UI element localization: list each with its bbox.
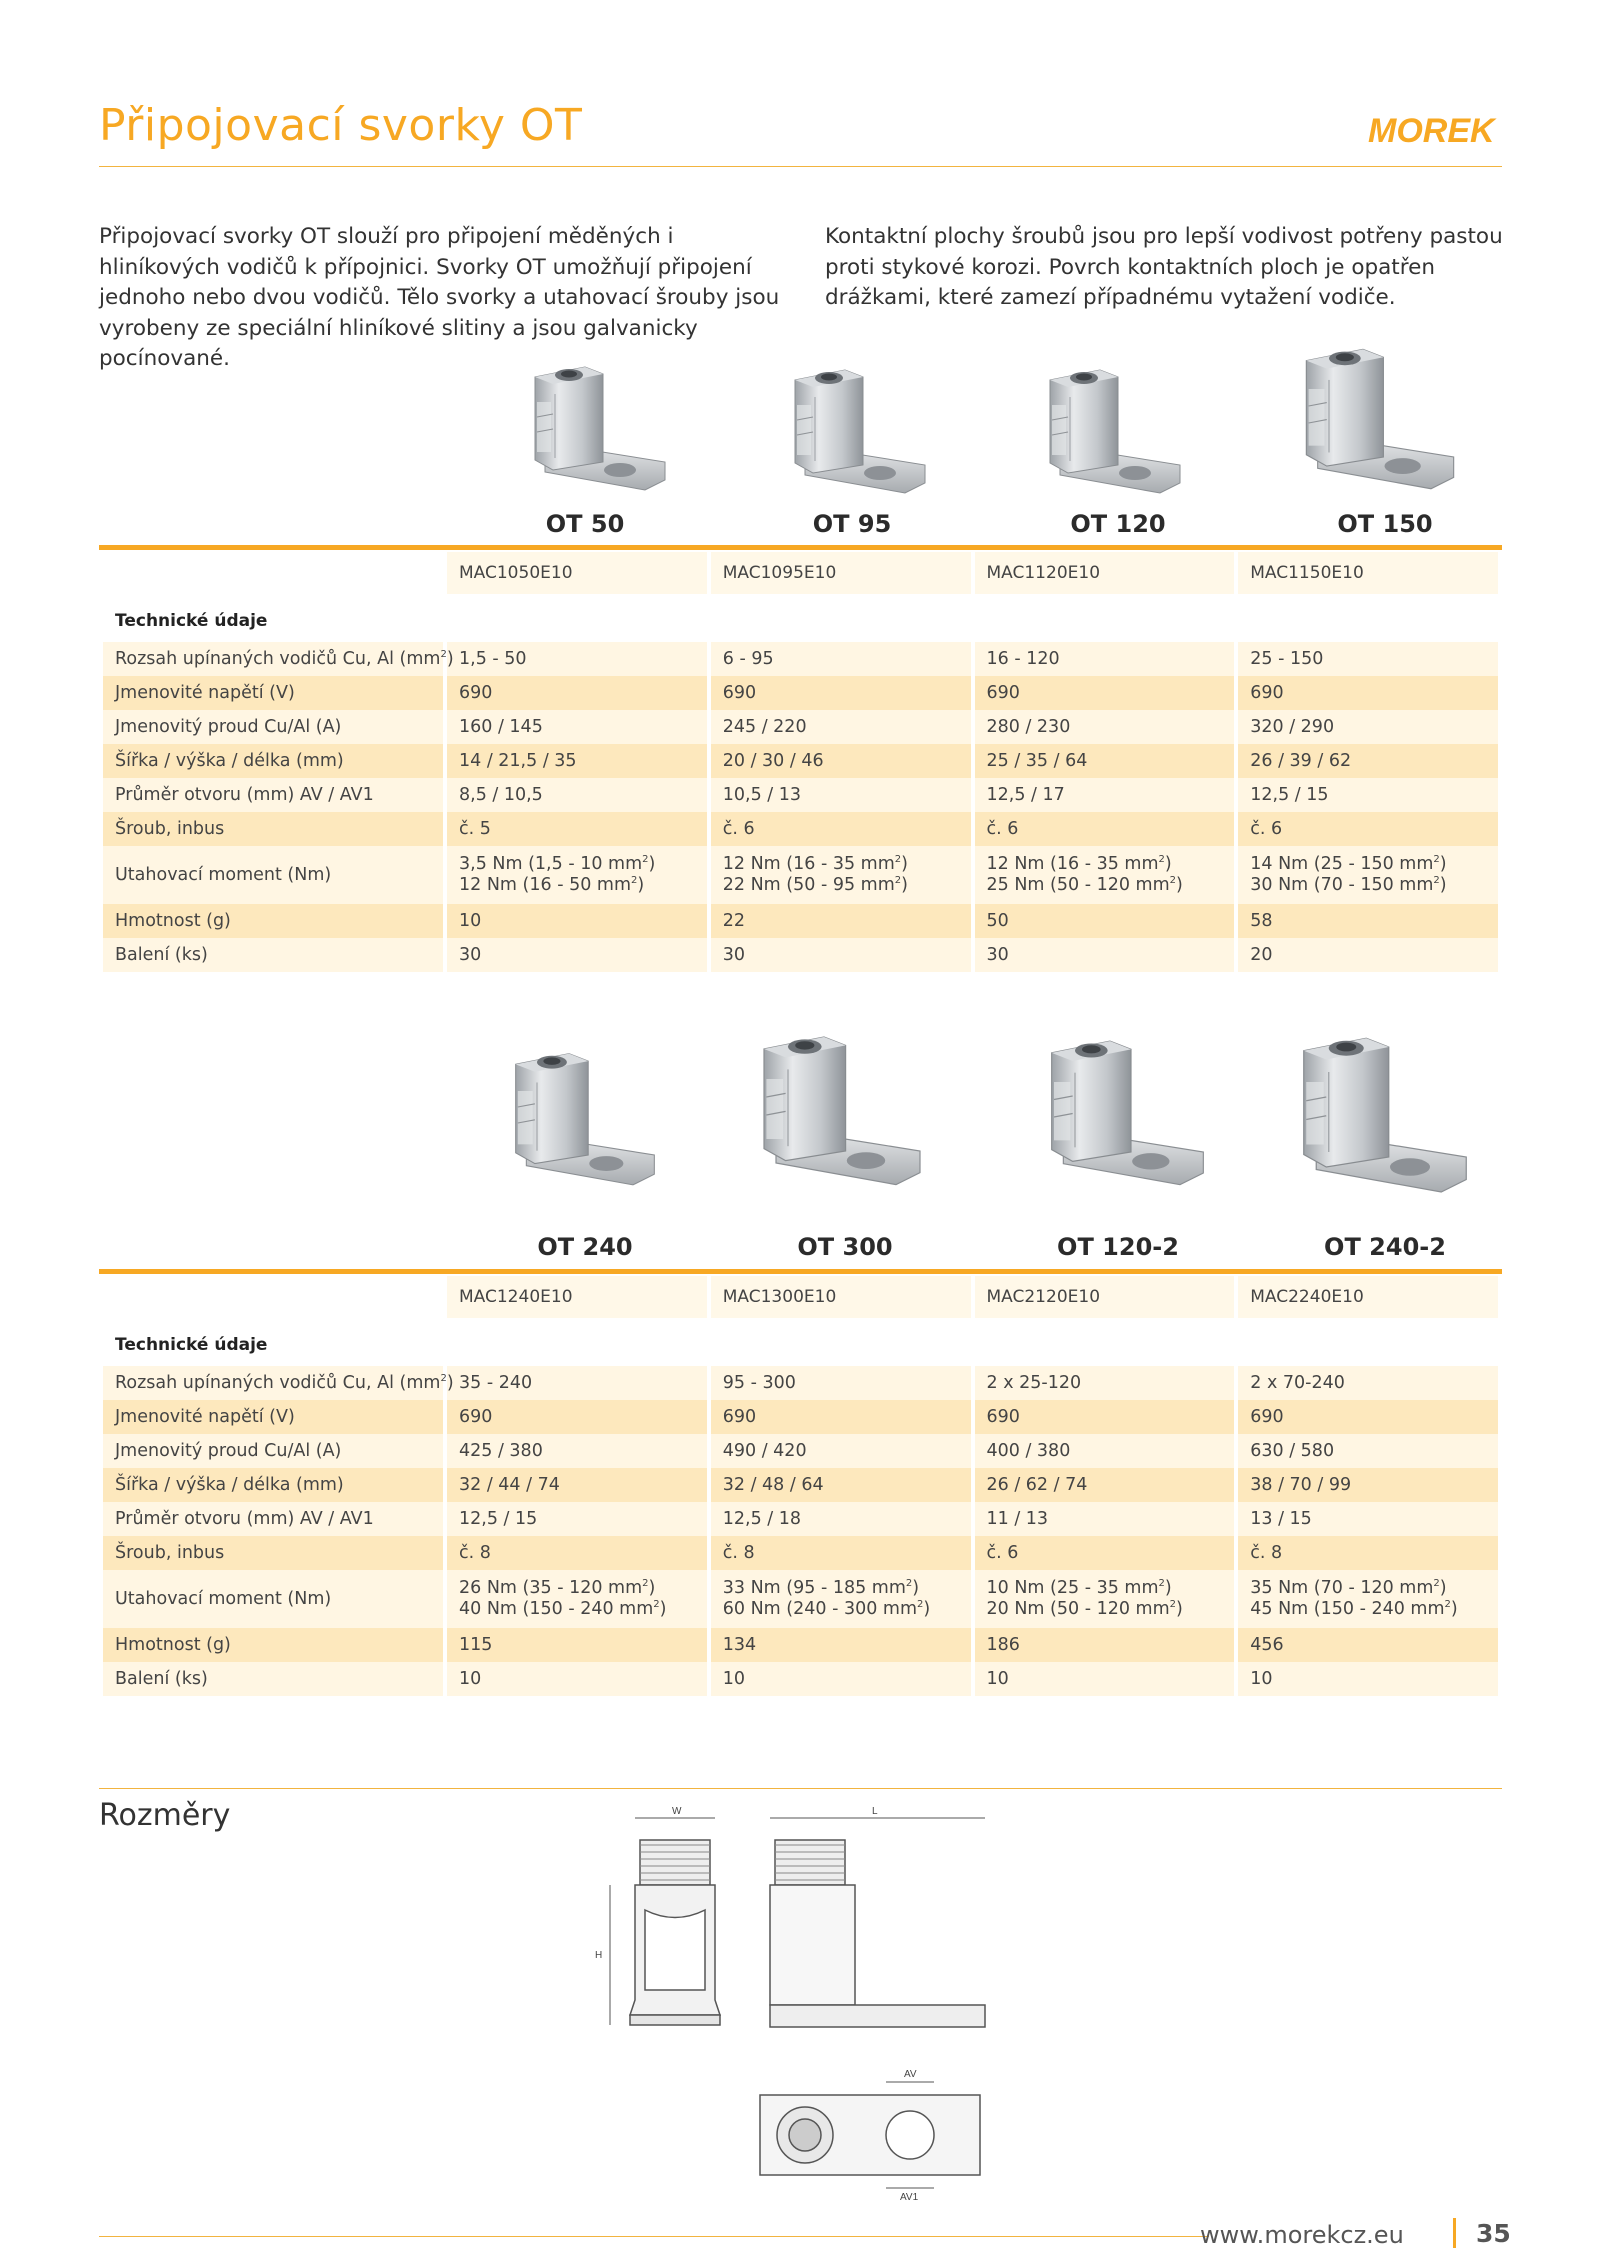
product-name-ot150: OT 150 — [1337, 510, 1433, 538]
cell-value: 26 / 62 / 74 — [975, 1468, 1235, 1502]
cell-value: 400 / 380 — [975, 1434, 1235, 1468]
cell-value: 10 — [447, 904, 707, 938]
cell-value: 690 — [1238, 676, 1498, 710]
section-heading: Technické údaje — [115, 1335, 268, 1355]
row-label: Balení (ks) — [103, 938, 443, 972]
row-label: Jmenovitý proud Cu/Al (A) — [103, 710, 443, 744]
header-rule — [99, 166, 1502, 167]
product-code-row — [103, 1276, 1498, 1318]
cell-value: 1,5 - 50 — [447, 642, 707, 676]
table-row — [103, 642, 1498, 676]
row-label: Rozsah upínaných vodičů Cu, Al $(mm^2)$ — [103, 1366, 443, 1400]
cell-value: 32 / 44 / 74 — [447, 1468, 707, 1502]
cell-value: 12,5 / 15 — [1238, 778, 1498, 812]
table-row — [103, 1502, 1498, 1536]
cell-value: 58 — [1238, 904, 1498, 938]
row-label: Šroub, inbus — [103, 812, 443, 846]
product-image-ot120-2 — [1040, 1032, 1215, 1202]
dimensions-drawing — [580, 1800, 1010, 2203]
cell-value: 10,5 / 13 — [711, 778, 971, 812]
cell-value: 280 / 230 — [975, 710, 1235, 744]
cell-value: 35 Nm (70 - 120 $mm^2$) 45 Nm (150 - 240 $mm^2$) — [1238, 1570, 1498, 1628]
row-label: Jmenovitý proud Cu/Al (A) — [103, 1434, 443, 1468]
cell-value: č. 6 — [711, 812, 971, 846]
cell-value: 14 / 21,5 / 35 — [447, 744, 707, 778]
cell-value: 38 / 70 / 99 — [1238, 1468, 1498, 1502]
cell-value: 320 / 290 — [1238, 710, 1498, 744]
product-name-ot240-2: OT 240-2 — [1324, 1233, 1446, 1261]
cell-value: 690 — [975, 676, 1235, 710]
cell-value: 25 / 35 / 64 — [975, 744, 1235, 778]
row-label: Utahovací moment (Nm) — [103, 1570, 443, 1628]
cell-value: 12,5 / 18 — [711, 1502, 971, 1536]
page-title: Připojovací svorky OT — [99, 100, 583, 151]
table-row — [103, 938, 1498, 972]
cell-value: 12,5 / 15 — [447, 1502, 707, 1536]
cell-value: 13 / 15 — [1238, 1502, 1498, 1536]
product-name-ot95: OT 95 — [812, 510, 892, 538]
row-label: Šířka / výška / délka (mm) — [103, 1468, 443, 1502]
svg-text:L: L — [872, 1806, 878, 1817]
table-row — [103, 904, 1498, 938]
intro-right: Kontaktní plochy šroubů jsou pro lepší vodivost potřeny pastou proti stykové korozi. Povrch kontaktních ploch je opatřen drážkami, které zamezí případnému vytažení vodiče. — [825, 224, 1503, 310]
cell-value: 10 — [1238, 1662, 1498, 1696]
cell-value: 32 / 48 / 64 — [711, 1468, 971, 1502]
cell-value: 115 — [447, 1628, 707, 1662]
cell-value: 425 / 380 — [447, 1434, 707, 1468]
svg-text:AV: AV — [904, 2069, 917, 2080]
row-label: Průměr otvoru (mm) AV / AV1 — [103, 1502, 443, 1536]
svg-text:W: W — [672, 1806, 682, 1817]
table-top-bar — [99, 545, 1502, 550]
cell-value: 490 / 420 — [711, 1434, 971, 1468]
table-row — [103, 676, 1498, 710]
footer-url[interactable]: www.morekcz.eu — [1200, 2221, 1404, 2249]
cell-value: 2 x 25-120 — [975, 1366, 1235, 1400]
cell-value: 20 — [1238, 938, 1498, 972]
table-row — [103, 1536, 1498, 1570]
product-name-ot50: OT 50 — [545, 510, 625, 538]
cell-value: 2 x 70-240 — [1238, 1366, 1498, 1400]
row-label: Hmotnost (g) — [103, 904, 443, 938]
cell-value: 25 - 150 — [1238, 642, 1498, 676]
cell-value: 6 - 95 — [711, 642, 971, 676]
table-row — [103, 1628, 1498, 1662]
product-image-ot150 — [1295, 343, 1465, 503]
product-name-ot240: OT 240 — [537, 1233, 633, 1261]
cell-value: 11 / 13 — [975, 1502, 1235, 1536]
row-label: Průměr otvoru (mm) AV / AV1 — [103, 778, 443, 812]
cell-value: 12 Nm (16 - 35 $mm^2$) 25 Nm (50 - 120 $mm^2$) — [975, 846, 1235, 904]
cell-value: č. 8 — [1238, 1536, 1498, 1570]
product-image-ot240 — [505, 1048, 665, 1198]
product-code: MAC1120E10 — [975, 552, 1235, 594]
product-image-ot50 — [525, 362, 675, 502]
product-image-ot240-2 — [1290, 1032, 1480, 1207]
cell-value: 12 Nm (16 - 35 $mm^2$) 22 Nm (50 - 95 $mm^2$) — [711, 846, 971, 904]
product-code: MAC1150E10 — [1238, 552, 1498, 594]
cell-value: 95 - 300 — [711, 1366, 971, 1400]
cell-value: 160 / 145 — [447, 710, 707, 744]
cell-value: 30 — [711, 938, 971, 972]
table-row — [103, 1434, 1498, 1468]
cell-value: 630 / 580 — [1238, 1434, 1498, 1468]
product-code: MAC1300E10 — [711, 1276, 971, 1318]
intro-left: Připojovací svorky OT slouží pro připojení měděných i hliníkových vodičů k přípojnici. Svorky OT umožňují připojení jednoho nebo dvou vodičů. Tělo svorky a utahovací šrouby jsou vyrobeny ze speciální hliníkové slitiny a jsou galvanicky pocínované. — [99, 224, 780, 371]
product-image-ot300 — [752, 1030, 932, 1200]
product-code: MAC1050E10 — [447, 552, 707, 594]
cell-value: 26 / 39 / 62 — [1238, 744, 1498, 778]
table-row — [103, 710, 1498, 744]
table-row — [103, 1570, 1498, 1628]
svg-text:MOREK: MOREK — [1368, 112, 1495, 150]
cell-value: 690 — [447, 676, 707, 710]
row-label: Utahovací moment (Nm) — [103, 846, 443, 904]
row-label: Šířka / výška / délka (mm) — [103, 744, 443, 778]
table-row — [103, 846, 1498, 904]
cell-value: 690 — [1238, 1400, 1498, 1434]
cell-value: č. 5 — [447, 812, 707, 846]
product-image-ot120 — [1040, 365, 1190, 505]
cell-value: č. 6 — [1238, 812, 1498, 846]
cell-value: 50 — [975, 904, 1235, 938]
cell-value: 10 Nm (25 - 35 $mm^2$) 20 Nm (50 - 120 $mm^2$) — [975, 1570, 1235, 1628]
cell-value: 30 — [447, 938, 707, 972]
product-code: MAC2240E10 — [1238, 1276, 1498, 1318]
product-code: MAC2120E10 — [975, 1276, 1235, 1318]
svg-text:H: H — [595, 1950, 603, 1961]
product-code: MAC1095E10 — [711, 552, 971, 594]
row-label: Šroub, inbus — [103, 1536, 443, 1570]
section-heading: Technické údaje — [115, 611, 268, 631]
table-bottom-bar — [99, 1269, 1502, 1274]
cell-value: 186 — [975, 1628, 1235, 1662]
row-label: Jmenovité napětí (V) — [103, 676, 443, 710]
footer-rule — [99, 2236, 1209, 2237]
cell-value: 26 Nm (35 - 120 $mm^2$) 40 Nm (150 - 240 $mm^2$) — [447, 1570, 707, 1628]
cell-value: 3,5 Nm (1,5 - 10 $mm^2$) 12 Nm (16 - 50 $mm^2$) — [447, 846, 707, 904]
table-row — [103, 1662, 1498, 1696]
cell-value: č. 6 — [975, 812, 1235, 846]
table-row — [103, 812, 1498, 846]
spec-table-1 — [99, 552, 1502, 972]
cell-value: 16 - 120 — [975, 642, 1235, 676]
cell-value: č. 8 — [711, 1536, 971, 1570]
dimensions-rule — [99, 1788, 1502, 1789]
cell-value: 12,5 / 17 — [975, 778, 1235, 812]
row-label: Balení (ks) — [103, 1662, 443, 1696]
cell-value: 20 / 30 / 46 — [711, 744, 971, 778]
dimensions-title: Rozměry — [99, 1798, 231, 1833]
cell-value: 245 / 220 — [711, 710, 971, 744]
product-code: MAC1240E10 — [447, 1276, 707, 1318]
cell-value: 30 — [975, 938, 1235, 972]
row-label: Jmenovité napětí (V) — [103, 1400, 443, 1434]
cell-value: 14 Nm (25 - 150 $mm^2$) 30 Nm (70 - 150 $mm^2$) — [1238, 846, 1498, 904]
table-row — [103, 744, 1498, 778]
cell-value: č. 8 — [447, 1536, 707, 1570]
cell-value: 134 — [711, 1628, 971, 1662]
product-name-ot120-2: OT 120-2 — [1057, 1233, 1179, 1261]
cell-value: 690 — [711, 1400, 971, 1434]
row-label: Hmotnost (g) — [103, 1628, 443, 1662]
table-row — [103, 1366, 1498, 1400]
row-label: Rozsah upínaných vodičů Cu, Al $(mm^2)$ — [103, 642, 443, 676]
svg-text:AV1: AV1 — [900, 2192, 919, 2203]
cell-value: 690 — [975, 1400, 1235, 1434]
cell-value: 456 — [1238, 1628, 1498, 1662]
product-image-ot95 — [785, 365, 935, 505]
product-name-ot300: OT 300 — [797, 1233, 893, 1261]
product-name-ot120: OT 120 — [1070, 510, 1166, 538]
spec-table-2 — [99, 1276, 1502, 1696]
table-row — [103, 1400, 1498, 1434]
cell-value: 22 — [711, 904, 971, 938]
cell-value: 690 — [711, 676, 971, 710]
table-row — [103, 1468, 1498, 1502]
cell-value: 690 — [447, 1400, 707, 1434]
cell-value: 8,5 / 10,5 — [447, 778, 707, 812]
page-number: 35 — [1476, 2219, 1511, 2248]
cell-value: 10 — [711, 1662, 971, 1696]
cell-value: 35 - 240 — [447, 1366, 707, 1400]
table-row — [103, 778, 1498, 812]
cell-value: č. 6 — [975, 1536, 1235, 1570]
cell-value: 10 — [447, 1662, 707, 1696]
morek-logo — [1368, 110, 1502, 150]
cell-value: 33 Nm (95 - 185 $mm^2$) 60 Nm (240 - 300 $mm^2$) — [711, 1570, 971, 1628]
product-code-row — [103, 552, 1498, 594]
footer-separator — [1453, 2218, 1456, 2248]
cell-value: 10 — [975, 1662, 1235, 1696]
